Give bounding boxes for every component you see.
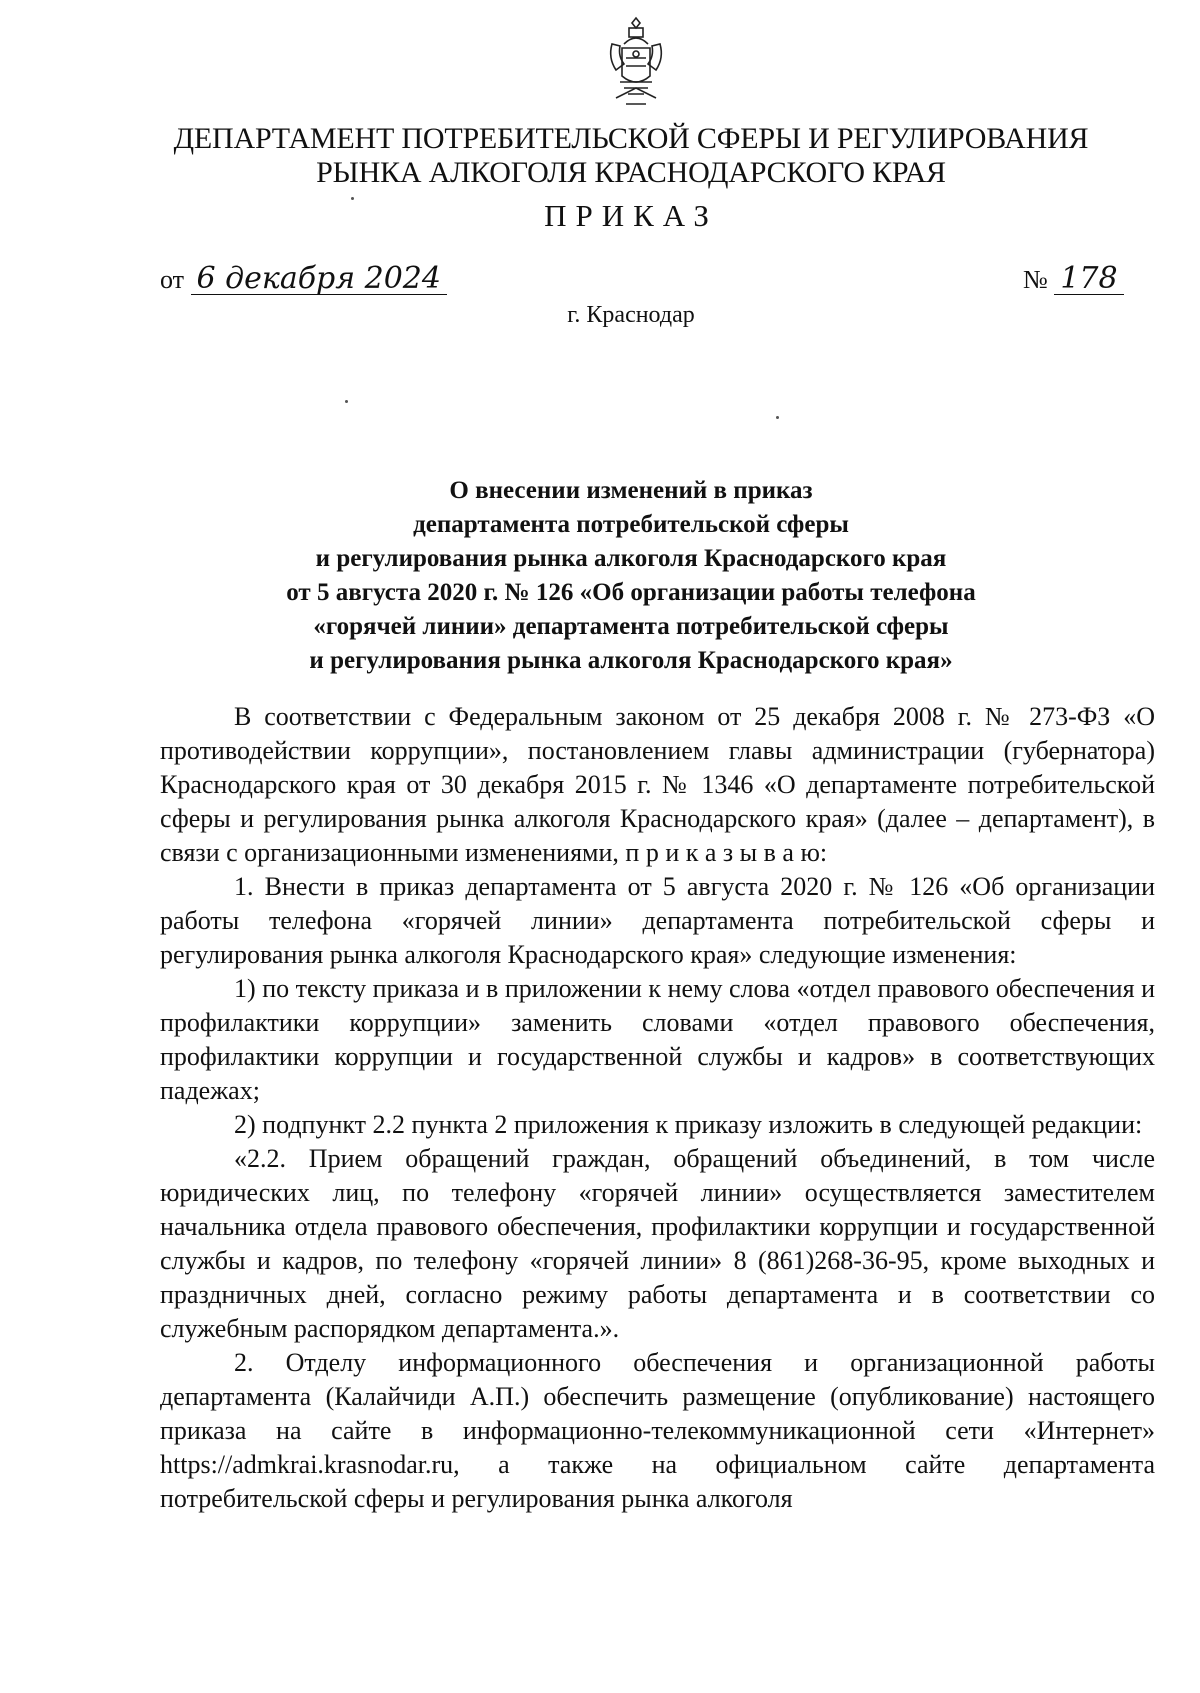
subject-line: О внесении изменений в приказ xyxy=(449,477,813,504)
preamble-paragraph: В соответствии с Федеральным законом от 25 декабря 2008 г. № 273-ФЗ «О противодействии коррупции», постановлением главы администрации (губернатора) Краснодарского края от 30 декабря 2015 г. № 1346 «О департаменте потребительской сферы и регулирования рынка алкоголя Краснодарского края» (далее – департамент), в связи с организационными изменениями, п р и к а з ы в а ю: xyxy=(160,702,1155,867)
scan-speck xyxy=(345,400,348,403)
subject-line: и регулирования рынка алкоголя Краснодарского края xyxy=(315,545,947,572)
subject-line: и регулирования рынка алкоголя Краснодарского края» xyxy=(309,647,953,674)
city: г. Краснодар xyxy=(567,302,695,328)
number-prefix: № xyxy=(1023,265,1048,294)
scan-speck xyxy=(776,416,779,419)
order-number xyxy=(1023,261,1124,296)
krasnodar-coat-of-arms-icon xyxy=(602,14,670,114)
handwritten-number: 178 xyxy=(1054,264,1123,295)
item-1-paragraph: 1. Внести в приказ департамента от 5 августа 2020 г. № 126 «Об организации работы телефона «горячей линии» департамента потребительской сферы и регулирования рынка алкоголя Краснодарского края» следующие изменения: xyxy=(160,872,1155,969)
order-body xyxy=(160,700,1155,1516)
item-1-2-text-paragraph: «2.2. Прием обращений граждан, обращений объединений, в том числе юридических лиц, по телефону «горячей линии» осуществляется заместителем начальника отдела правового обеспечения, профилактики коррупции и государственной службы и кадров, по телефону «горячей линии» 8 (861)268-36-95, кроме выходных и праздничных дней, согласно режиму работы департамента и в соответствии со служебным распорядком департамента.». xyxy=(160,1144,1155,1343)
subject-line: департамента потребительской сферы xyxy=(413,511,849,538)
scan-speck xyxy=(351,197,354,200)
order-subject xyxy=(160,474,1102,678)
subject-line: от 5 августа 2020 г. № 126 «Об организации работы телефона xyxy=(286,579,976,606)
order-date xyxy=(160,261,447,296)
handwritten-date: 6 декабря 2024 xyxy=(191,264,447,295)
item-1-1-paragraph: 1) по тексту приказа и в приложении к нему слова «отдел правового обеспечения и профилактики коррупции» заменить словами «отдел правового обеспечения, профилактики коррупции и государственной службы и кадров» в соответствующих падежах; xyxy=(160,974,1155,1105)
item-2-paragraph: 2. Отделу информационного обеспечения и организационной работы департамента (Калайчиди А.П.) обеспечить размещение (опубликование) настоящего приказа на сайте в информационно-телекоммуникационной сети «Интернет» https://admkrai.krasnodar.ru, а также на официальном сайте департамента потребительской сферы и регулирования рынка алкоголя xyxy=(160,1348,1155,1513)
item-1-2-paragraph: 2) подпункт 2.2 пункта 2 приложения к приказу изложить в следующей редакции: xyxy=(234,1110,1143,1139)
department-name-line1: ДЕПАРТАМЕНТ ПОТРЕБИТЕЛЬСКОЙ СФЕРЫ И РЕГУЛИРОВАНИЯ xyxy=(173,122,1089,155)
department-name-line2: РЫНКА АЛКОГОЛЯ КРАСНОДАРСКОГО КРАЯ xyxy=(316,156,946,189)
order-title: ПРИКАЗ xyxy=(544,198,718,233)
subject-line: «горячей линии» департамента потребительской сферы xyxy=(313,613,949,640)
date-prefix: от xyxy=(160,265,185,294)
